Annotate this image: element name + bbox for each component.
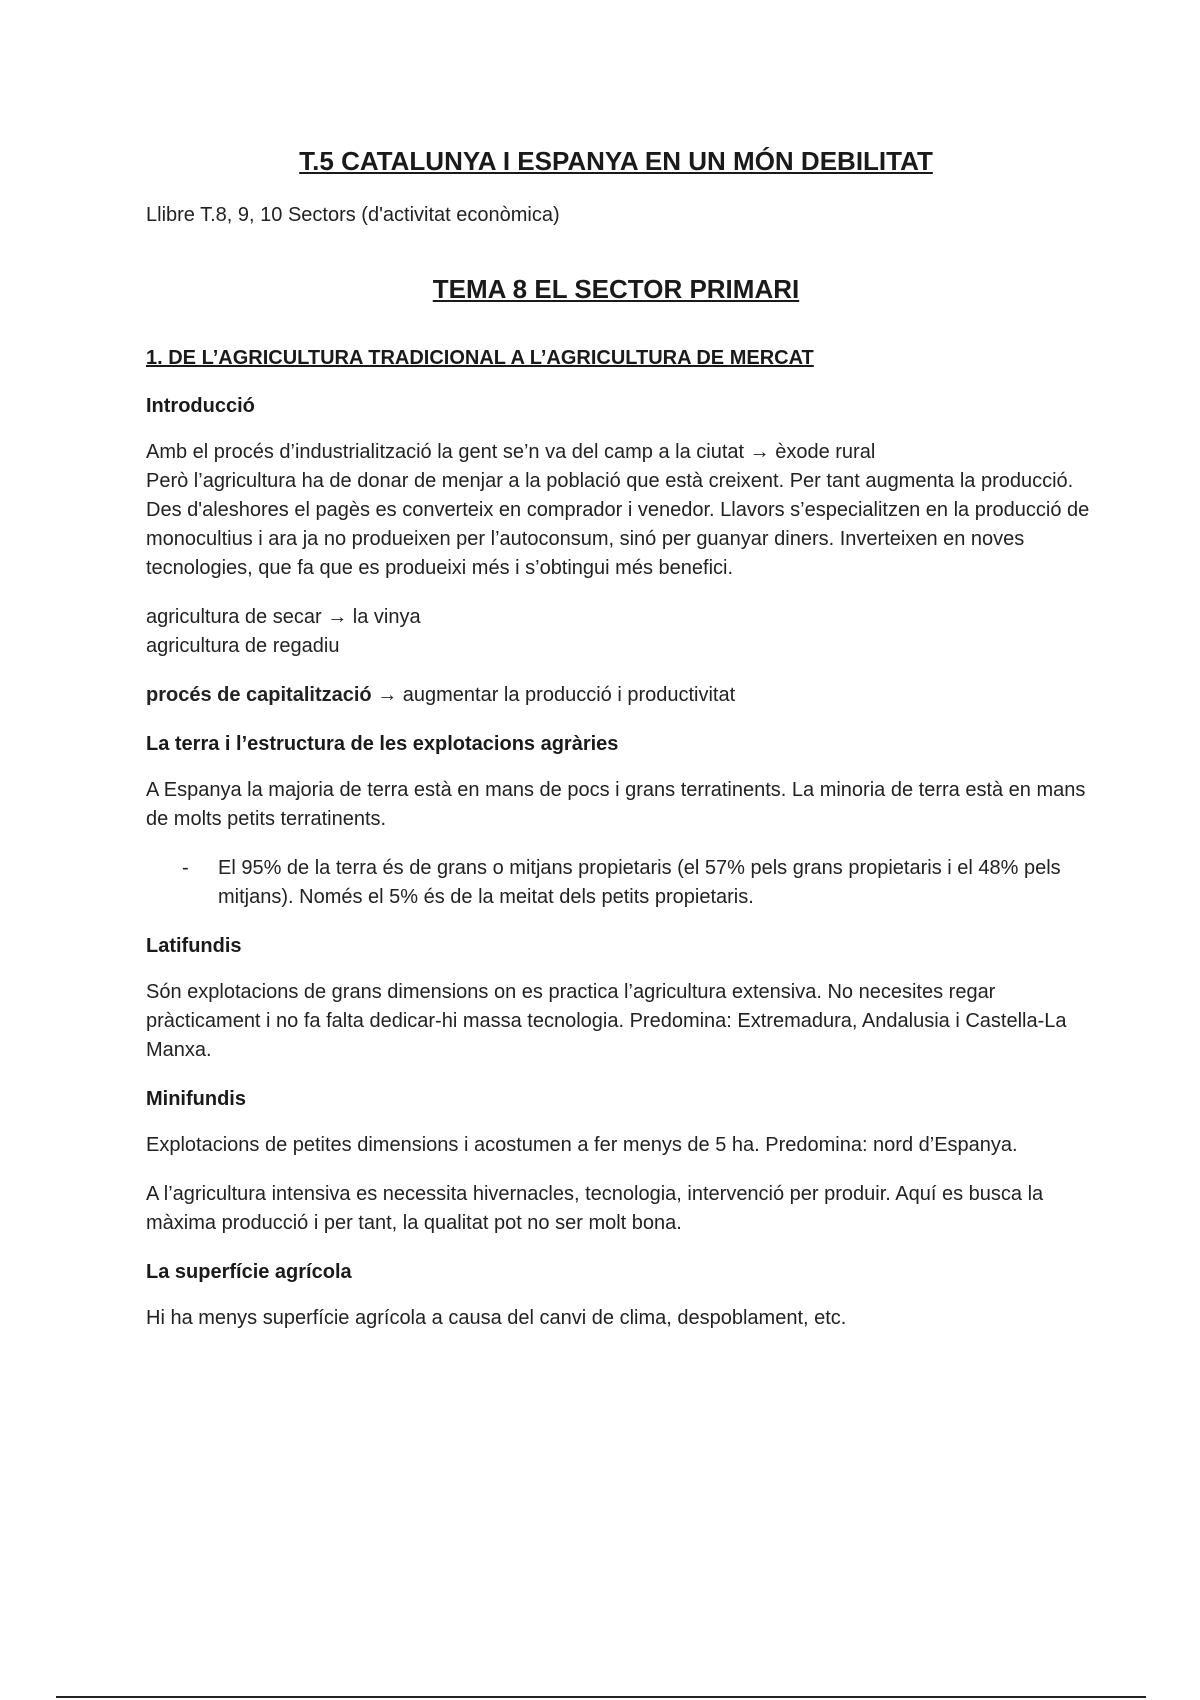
- minifundis-paragraph: Explotacions de petites dimensions i acostumen a fer menys de 5 ha. Predomina: nord d’Espanya.: [146, 1134, 1018, 1156]
- intro-paragraph: [146, 438, 1096, 583]
- intro-line: Amb el procés d’industrialització la gent se’n va del camp a la ciutat → èxode rural: [146, 441, 876, 463]
- tema-title: TEMA 8 EL SECTOR PRIMARI: [432, 274, 800, 304]
- agri-types: [146, 603, 1096, 661]
- terra-bullet-text: El 95% de la terra és de grans o mitjans propietaris (el 57% pels grans propietaris i el 48% pels mitjans). Només el 5% és de la meitat dels petits propietaris.: [218, 857, 1061, 908]
- intro-heading: Introducció: [146, 395, 255, 417]
- superficie-paragraph: Hi ha menys superfície agrícola a causa del canvi de clima, despoblament, etc.: [146, 1307, 847, 1329]
- terra-heading: La terra i l’estructura de les explotacions agràries: [146, 733, 619, 755]
- document-body: [146, 344, 1096, 1353]
- capitalitzacio-line: [146, 681, 1096, 710]
- document-title: T.5 CATALUNYA I ESPANYA EN UN MÓN DEBILITAT: [299, 146, 933, 176]
- footer-divider: [56, 1696, 1146, 1698]
- capitalitzacio-rest: → augmentar la producció i productivitat: [371, 684, 736, 706]
- agri-regadiu: agricultura de regadiu: [146, 635, 340, 657]
- bullet-dash: -: [182, 857, 189, 879]
- intro-text: Però l’agricultura ha de donar de menjar a la població que està creixent. Per tant augmenta la producció. Des d'aleshores el pagès es converteix en comprador i venedor. Llavors s’especialitzen en la producció de monocultius i ara ja no produeixen per l’autoconsum, sinó per guanyar diners. Inverteixen en noves tecnologies, que fa que es produeixi més i s’obtingui més benefici.: [146, 470, 1090, 579]
- section-heading: 1. DE L’AGRICULTURA TRADICIONAL A L’AGRICULTURA DE MERCAT: [146, 347, 814, 369]
- superficie-heading: La superfície agrícola: [146, 1261, 352, 1283]
- agri-secar: agricultura de secar → la vinya: [146, 606, 421, 628]
- capitalitzacio-term: procés de capitalització: [146, 684, 372, 706]
- intensiva-paragraph: A l’agricultura intensiva es necessita hivernacles, tecnologia, intervenció per produir. Aquí es busca la màxima producció i per tant, la qualitat pot no ser molt bona.: [146, 1183, 1044, 1234]
- document-subtitle: Llibre T.8, 9, 10 Sectors (d'activitat econòmica): [146, 204, 560, 226]
- terra-paragraph: A Espanya la majoria de terra està en mans de pocs i grans terratinents. La minoria de terra està en mans de molts petits terratinents.: [146, 779, 1086, 830]
- minifundis-heading: Minifundis: [146, 1088, 246, 1110]
- latifundis-heading: Latifundis: [146, 935, 242, 957]
- latifundis-paragraph: Són explotacions de grans dimensions on es practica l’agricultura extensiva. No necesites regar pràcticament i no fa falta dedicar-hi massa tecnologia. Predomina: Extremadura, Andalusia i Castella-La Manxa.: [146, 981, 1067, 1061]
- terra-bullet: [146, 854, 1096, 912]
